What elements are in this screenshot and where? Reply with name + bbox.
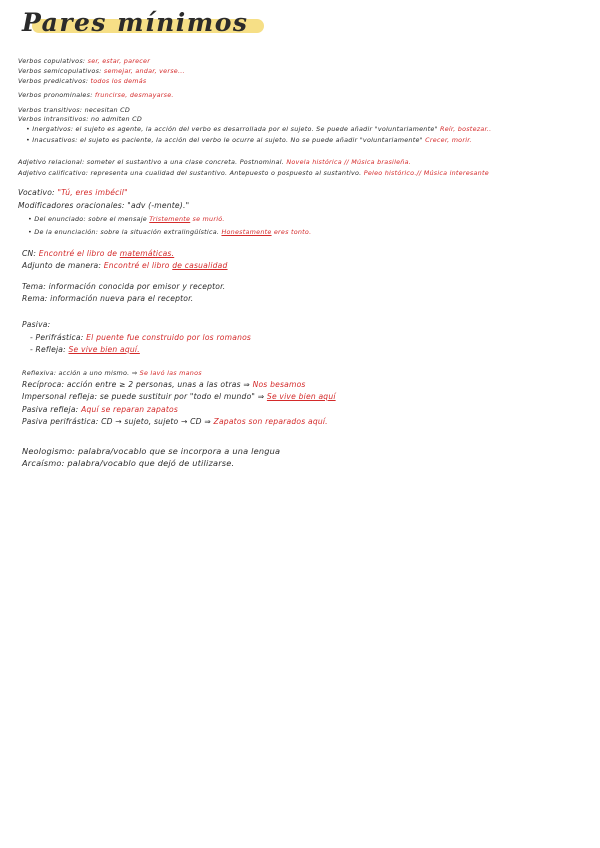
note-line-impersonal [22, 393, 336, 401]
note-line-del-enunciado [28, 216, 225, 223]
note-example: Zapatos son reparados aquí. [213, 417, 328, 426]
note-example-underlined: Tristemente [149, 215, 191, 223]
note-line-inergativos [26, 126, 491, 133]
note-line-cn [22, 250, 174, 258]
note-line-pasiva-refleja [22, 406, 178, 414]
note-line-adj-calificativo [18, 170, 489, 177]
note-example-underlined: Honestamente [221, 228, 272, 236]
note-example: ser, estar, parecer [87, 57, 151, 65]
note-example: "Tú, eres imbécil" [57, 188, 128, 197]
note-text: Adjetivo calificativo: representa una cualidad del sustantivo. Antepuesto o pospuesto al sustantivo. [18, 169, 362, 177]
note-example: se murió. [192, 215, 225, 223]
note-line-tema [22, 283, 225, 291]
note-line-de-la-enunciacion [28, 229, 311, 236]
note-example: todos los demás [90, 77, 147, 85]
note-text: Verbos copulativos: [18, 57, 86, 65]
note-text: Modificadores oracionales: "adv (-mente)." [18, 201, 190, 210]
note-text: Adjetivo relacional: someter el sustantivo a una clase concreta. Postnominal. [18, 158, 285, 166]
note-text: Reflexiva: acción a uno mismo. ⇒ [22, 369, 138, 377]
note-line-vocativo [18, 189, 128, 197]
note-example-underlined: de casualidad [172, 261, 228, 270]
note-text: • Inacusativos: el sujeto es paciente, la acción del verbo le ocurre al sujeto. No se puede añadir "voluntariamente" [26, 136, 423, 144]
note-line-semicopulativos [18, 68, 185, 75]
note-line-reciproca [22, 381, 306, 389]
note-example: El puente fue construido por los romanos [86, 333, 252, 342]
note-example: Nos besamos [252, 380, 306, 389]
note-text: Pasiva refleja: [22, 405, 79, 414]
note-line-arcaismo [22, 459, 234, 468]
note-text: Pasiva perifrástica: CD → sujeto, sujeto → CD ⇒ [22, 417, 211, 426]
note-line-intransitivos [18, 116, 142, 123]
note-example: Reír, bostezar.. [440, 125, 492, 133]
note-example-underlined: Se vive bien aquí. [68, 345, 140, 354]
note-text: Tema: información conocida por emisor y receptor. [22, 282, 226, 291]
note-line-pasiva-perifrastica [22, 418, 328, 426]
note-text: - Perifrástica: [30, 333, 84, 342]
note-line-copulativos [18, 58, 150, 65]
note-line-pasiva [22, 321, 50, 329]
note-line-modificadores [18, 202, 189, 210]
note-line-transitivos [18, 107, 130, 114]
note-text: Verbos intransitivos: no admiten CD [18, 115, 143, 123]
note-line-adj-relacional [18, 159, 411, 166]
note-example: eres tonto. [273, 228, 312, 236]
page-title: Pares mínimos [22, 8, 249, 37]
note-text: - Refleja: [30, 345, 66, 354]
note-line-reflexiva [22, 370, 202, 377]
note-text: Verbos predicativos: [18, 77, 89, 85]
note-line-perifrastica [30, 334, 251, 342]
note-example-underlined: matemáticas. [119, 249, 175, 258]
note-line-pronominales [18, 92, 174, 99]
note-example: Peleo histórico.// Música interesante [363, 169, 489, 177]
note-example: Novela histórica // Música brasileña. [286, 158, 412, 166]
title-block [22, 6, 249, 40]
note-example: Encontré el libro de [38, 249, 118, 258]
note-text: Rema: información nueva para el receptor. [22, 294, 194, 303]
note-example: semejar, andar, verse... [103, 67, 185, 75]
note-text: • Inergativos: el sujeto es agente, la acción del verbo es desarrollada por el sujeto. Se puede añadir "voluntariamente" [26, 125, 438, 133]
note-text: Adjunto de manera: [22, 261, 102, 270]
note-line-neologismo [22, 447, 280, 456]
note-line-inacusativos [26, 137, 472, 144]
note-text: • Del enunciado: sobre el mensaje [28, 215, 147, 223]
note-text: Impersonal refleja: se puede sustituir por "todo el mundo" ⇒ [22, 392, 265, 401]
note-example: Aquí se reparan zapatos [81, 405, 179, 414]
note-text: Pasiva: [22, 320, 51, 329]
note-text: Verbos semicopulativos: [18, 67, 102, 75]
note-line-predicativos [18, 78, 147, 85]
note-text: Neologismo: palabra/vocablo que se incorpora a una lengua [22, 446, 281, 456]
note-example: Encontré el libro [103, 261, 170, 270]
note-example-underlined: Se vive bien aquí [266, 392, 336, 401]
note-example: Se lavó las manos [139, 369, 202, 377]
note-text: Verbos pronominales: [18, 91, 93, 99]
note-text: Arcaísmo: palabra/vocablo que dejó de utilizarse. [22, 458, 235, 468]
note-text: Recíproca: acción entre ≥ 2 personas, unas a las otras ⇒ [22, 380, 250, 389]
note-example: Crecer, morir. [425, 136, 472, 144]
note-line-refleja [30, 346, 140, 354]
note-text: Vocativo: [18, 188, 55, 197]
note-line-rema [22, 295, 193, 303]
note-text: Verbos transitivos: necesitan CD [18, 106, 130, 114]
note-example: fruncirse, desmayarse. [94, 91, 174, 99]
note-text: • De la enunciación: sobre la situación extralingüística. [28, 228, 220, 236]
note-text: CN: [22, 249, 37, 258]
note-line-adjunto [22, 262, 228, 270]
